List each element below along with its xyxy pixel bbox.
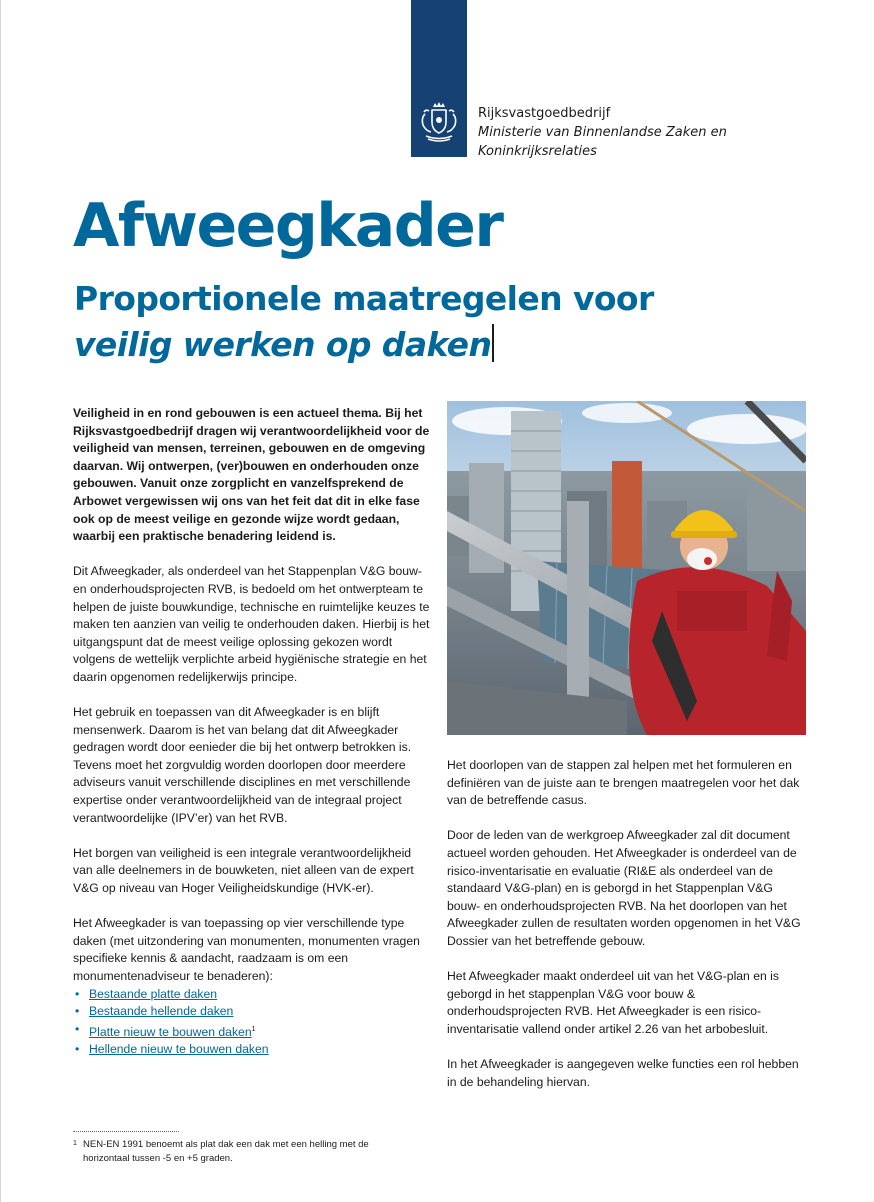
page-title: Afweegkader (73, 191, 503, 261)
roof-type-list (73, 986, 433, 1059)
page-edge (0, 0, 1, 1202)
ministry-line-1: Ministerie van Binnenlandse Zaken en (478, 125, 727, 140)
link-hellende-nieuw-te-bouwen-daken[interactable]: Hellende nieuw te bouwen daken (89, 1042, 269, 1057)
list-item (73, 1041, 433, 1059)
footnote (73, 1138, 403, 1166)
right-column (447, 757, 809, 1109)
lead-paragraph: Veiligheid in en rond gebouwen is een actueel thema. Bij het Rijksvastgoedbedrijf dragen wij verantwoordelijkheid voor de veiligheid van mensen, terreinen, gebouwen en de omgeving daarvan. Wij ontwerpen, (ver)bouwen en onderhouden onze gebouwen. Vanuit onze zorgplicht en vanzelfsprekend de Arbowet vergewissen wij ons van het feit dat dit in elke fase ook op de meest veilige en gezonde wijze wordt gedaan, waarbij een praktische benadering leidend is. (73, 406, 430, 544)
org-name: Rijksvastgoedbedrijf (478, 106, 611, 121)
body-paragraph: Het borgen van veiligheid is een integrale verantwoordelijkheid van alle deelnemers in de bouwketen, niet alleen van de expert V&G op niveau van Hoger Veiligheidskundige (HVK-er). (73, 845, 414, 896)
subtitle-line-1: Proportionele maatregelen voor (74, 279, 654, 318)
list-item (73, 1003, 433, 1021)
body-paragraph: Door de leden van de werkgroep Afweegkader zal dit document actueel worden gehouden. Het Afweegkader is onderdeel van de risico-inventarisatie en evaluatie (RI&E als onderdeel van de standaard V&G-plan) en is geborgd in het Stappenplan V&G bouw- en onderhoudsprojecten RVB. Na het doorlopen van het Afweegkader zullen de resultaten worden opgenomen in het V&G Dossier van het betreffende gebouw. (447, 828, 801, 948)
footnote-text: NEN-EN 1991 benoemt als plat dak een dak met een helling met de horizontaal tussen -5 en +5 graden. (83, 1139, 369, 1164)
subtitle-line-2: veilig werken op daken (74, 325, 492, 364)
footnote-reference: 1 (251, 1025, 256, 1033)
list-item (73, 986, 433, 1004)
page-subtitle (74, 276, 654, 368)
list-item (73, 1021, 433, 1042)
footnote-mark: 1 (73, 1140, 77, 1147)
ministry-line-2: Koninkrijksrelaties (478, 144, 597, 159)
royal-coat-of-arms-icon (416, 100, 462, 144)
rooftop-worker-photo (447, 401, 806, 735)
body-paragraph: In het Afweegkader is aangegeven welke functies een rol hebben in de behandeling hiervan. (447, 1057, 799, 1089)
footnote-divider (73, 1131, 179, 1132)
organization-block (478, 104, 727, 161)
body-paragraph: Het Afweegkader maakt onderdeel uit van het V&G-plan en is geborgd in het stappenplan V&G voor bouw & onderhoudsprojecten RVB. Het Afweegkader is een risico-inventarisatie vallend onder artikel 2.26 van het arbobesluit. (447, 969, 779, 1036)
left-column (73, 405, 433, 1059)
text-cursor (492, 324, 494, 362)
body-paragraph: Dit Afweegkader, als onderdeel van het Stappenplan V&G bouw- en onderhoudsprojecten RVB, is bedoeld om het ontwerpteam te helpen de juiste bouwkundige, technische en ruimtelijke keuzes te maken ten aanzien van veilig te onderhouden daken. Hierbij is het uitgangspunt dat de meest veilige oplossing gekozen wordt volgens de wettelijk verplichte arbeid hygiënische strategie en het daarin opgenomen redelijkerwijs principe. (73, 564, 430, 684)
body-paragraph: Het doorlopen van de stappen zal helpen met het formuleren en definiëren van de juiste aan te brengen maatregelen voor het dak van de betreffende casus. (447, 758, 800, 808)
body-paragraph: Het Afweegkader is van toepassing op vier verschillende type daken (met uitzondering van monumenten, monumenten vragen specifieke kennis & aandacht, raadzaam is om een monumentenadviseur te benaderen): (73, 916, 420, 983)
body-paragraph: Het gebruik en toepassen van dit Afweegkader is en blijft mensenwerk. Daarom is het van belang dat dit Afweegkader gedragen wordt door eenieder die bij het ontwerp betrokken is. Tevens moet het zorgvuldig worden doorlopen door meerdere adviseurs vanuit verschillende disciplines en met verschillende expertise onder verantwoordelijkheid van de integraal project verantwoordelijke (IPV’er) van het RVB. (73, 705, 412, 825)
link-platte-nieuw-te-bouwen-daken[interactable]: Platte nieuw te bouwen daken (89, 1024, 252, 1039)
link-bestaande-hellende-daken[interactable]: Bestaande hellende daken (89, 1004, 234, 1019)
link-bestaande-platte-daken[interactable]: Bestaande platte daken (89, 986, 218, 1001)
